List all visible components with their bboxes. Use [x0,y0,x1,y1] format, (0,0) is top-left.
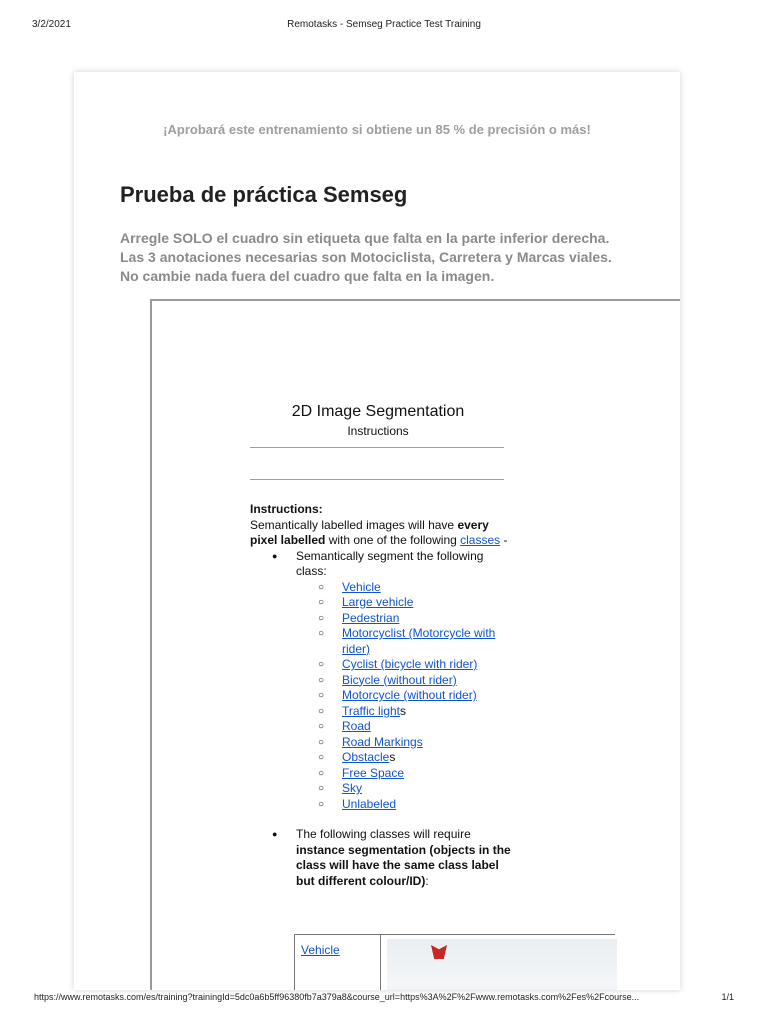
flag-icon [431,945,447,959]
list-item: ● The following classes will require instance segmentation (objects in the class will have the same class label but different colour/ID): [272,827,512,889]
class-list-item: ○ Obstacles [318,750,512,766]
class-link[interactable]: Vehicle [342,579,381,594]
class-list-item [318,735,512,751]
class-list-item [318,688,512,704]
instructions-label: Instructions: [250,502,323,516]
class-link[interactable]: Sky [342,781,363,795]
class-link[interactable]: Cyclist (bicycle with rider) [342,657,478,671]
class-link[interactable]: Obstacle [342,750,390,764]
instructions-intro: Semantically labelled images will have every pixel labelled with one of the following classes - [250,517,508,547]
list-item: ● Semantically segment the following class: ○ Vehicle ○ Large vehicle ○ Pedestrian ○ Motorcyclist (Motorcycle with rider) ○ Cyclist (bicycle with rider) ○ Bicycle (without rider) ○ Motorcycle (without rider) ○ Traffic lights ○ Road ○ Road Markings ○ Obstacles ○ Free Space ○ Sky ○ Unlabeled [272,549,512,813]
document-subtitle: Instructions [347,424,409,438]
class-list-item [318,673,512,689]
class-link[interactable]: Traffic light [342,703,401,718]
instructions-list [250,549,512,813]
class-link[interactable]: Unlabeled [342,796,397,811]
print-footer [0,992,768,1008]
class-list-item: ○ Traffic lights [318,704,512,720]
class-list-item [318,766,512,782]
class-list-item [318,611,512,627]
print-url: https://www.remotasks.com/es/training?trainingId=5dc0a6b5ff96380fb7a379a8&course_url=https%3A%2F%2Fwww.remotasks.com%2Fes%2Fcourse... [34,992,640,1002]
classes-link[interactable]: classes [460,533,501,547]
table-cell [295,935,381,990]
document-title: 2D Image Segmentation [291,403,465,420]
class-link[interactable]: Bicycle (without rider) [342,672,457,687]
pass-threshold-notice: ¡Aprobará este entrenamiento si obtiene un 85 % de precisión o más! [163,122,591,137]
class-link[interactable]: Free Space [342,765,405,780]
instructions-list [250,827,512,889]
example-image [387,939,617,990]
training-card [74,72,680,990]
class-list [296,580,512,813]
print-title: Remotasks - Semseg Practice Test Training [287,19,481,30]
page-number: 1/1 [721,992,734,1002]
class-list-item [318,626,512,657]
example-table [294,934,615,990]
print-header [0,0,768,30]
class-list-item [318,719,512,735]
class-list-item [318,580,512,596]
class-link[interactable]: Road Markings [342,734,423,749]
task-description [120,229,660,286]
divider [250,447,504,448]
class-list-item [318,657,512,673]
task-description-line: Arregle SOLO el cuadro sin etiqueta que falta en la parte inferior derecha. [120,230,610,246]
page-title: Prueba de práctica Semseg [120,182,408,207]
print-date: 3/2/2021 [32,19,71,30]
class-list-item [318,595,512,611]
class-link[interactable]: Pedestrian [342,610,400,625]
instructions-frame[interactable] [150,299,680,990]
divider [250,479,504,480]
class-list-item [318,797,512,813]
class-link[interactable]: Motorcyclist (Motorcycle with rider) [342,626,496,656]
class-list-item [318,781,512,797]
task-description-line: No cambie nada fuera del cuadro que falta en la imagen. [120,268,495,284]
task-description-line: Las 3 anotaciones necesarias son Motociclista, Carretera y Marcas viales. [120,249,612,265]
class-link[interactable]: Motorcycle (without rider) [342,688,477,702]
class-link[interactable]: Large vehicle [342,595,414,609]
vehicle-link[interactable]: Vehicle [301,943,340,957]
class-link[interactable]: Road [342,719,371,733]
instructions-body [250,502,512,889]
